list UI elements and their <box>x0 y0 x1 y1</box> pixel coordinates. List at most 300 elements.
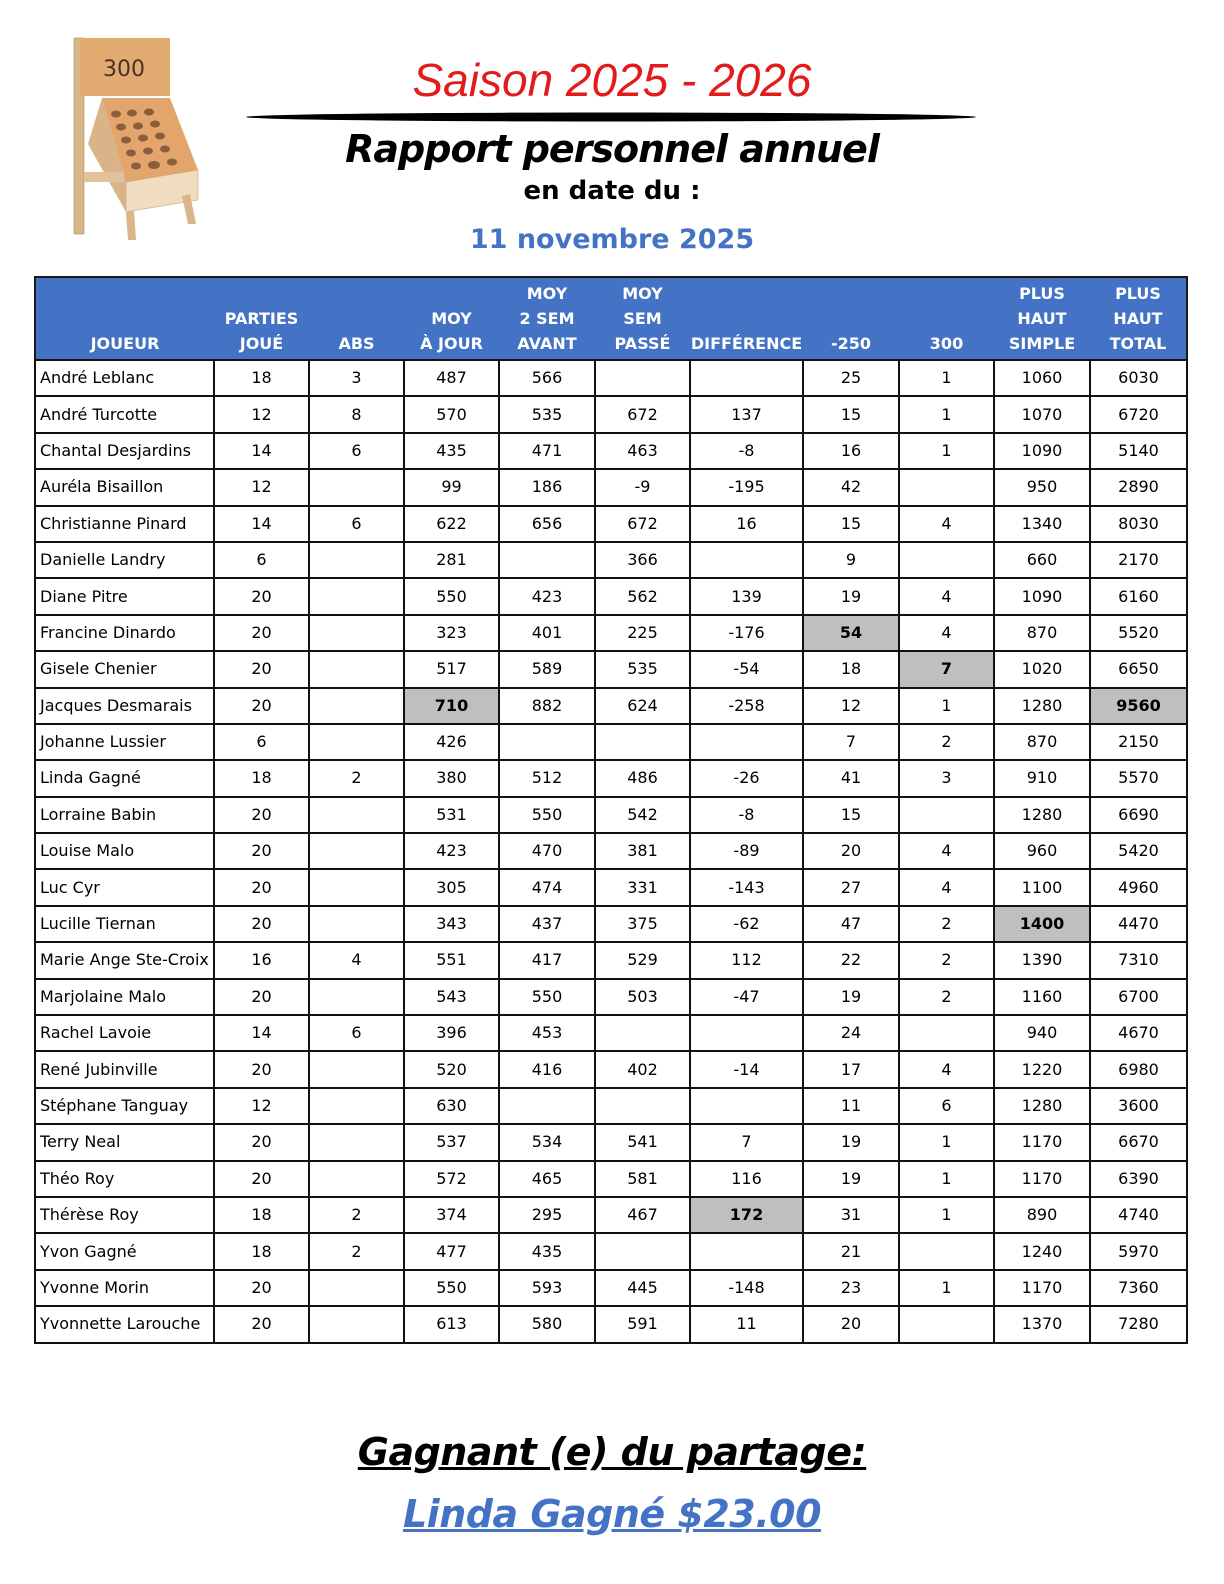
column-header-m250 <box>803 277 899 360</box>
cell-parties: 20 <box>214 906 309 942</box>
winner-title: Gagnant (e) du partage: <box>357 1430 867 1474</box>
cell-haut_total: 5520 <box>1090 615 1187 651</box>
cell-s300: 2 <box>899 906 994 942</box>
cell-moy_2sem: 882 <box>499 688 595 724</box>
cell-s300 <box>899 469 994 505</box>
cell-s300: 6 <box>899 1088 994 1124</box>
cell-haut_total: 4960 <box>1090 869 1187 905</box>
cell-haut_total: 5420 <box>1090 833 1187 869</box>
column-header-line: DIFFÉRENCE <box>690 334 803 353</box>
cell-moy_jour: 477 <box>404 1233 499 1269</box>
cell-parties: 20 <box>214 1306 309 1342</box>
cell-abs <box>309 578 404 614</box>
column-header-line: JOUÉ <box>239 334 284 353</box>
cell-haut_simple: 1060 <box>994 360 1090 396</box>
cell-diff: -8 <box>690 433 803 469</box>
cell-s300: 3 <box>899 760 994 796</box>
winner-value: Linda Gagné $23.00 <box>402 1492 822 1536</box>
cell-diff: -14 <box>690 1051 803 1087</box>
cell-diff: -148 <box>690 1270 803 1306</box>
cell-moy_2sem: 656 <box>499 506 595 542</box>
cell-moy_sem: 562 <box>595 578 690 614</box>
table-row <box>35 360 1187 396</box>
cell-moy_2sem: 417 <box>499 942 595 978</box>
cell-haut_total: 5970 <box>1090 1233 1187 1269</box>
cell-diff: 172 <box>690 1197 803 1233</box>
cell-haut_total: 6390 <box>1090 1161 1187 1197</box>
cell-haut_simple: 890 <box>994 1197 1090 1233</box>
player-name-cell: Terry Neal <box>35 1124 214 1160</box>
cell-haut_total: 2890 <box>1090 469 1187 505</box>
cell-haut_total: 7310 <box>1090 942 1187 978</box>
cell-moy_sem <box>595 360 690 396</box>
cell-m250: 25 <box>803 360 899 396</box>
cell-haut_simple: 660 <box>994 542 1090 578</box>
cell-m250: 23 <box>803 1270 899 1306</box>
cell-moy_sem <box>595 1088 690 1124</box>
cell-moy_sem <box>595 1015 690 1051</box>
cell-abs <box>309 833 404 869</box>
cell-diff: 7 <box>690 1124 803 1160</box>
cell-diff: -54 <box>690 651 803 687</box>
cell-moy_sem: 503 <box>595 979 690 1015</box>
cell-s300 <box>899 797 994 833</box>
cell-abs <box>309 688 404 724</box>
column-header-line: ABS <box>338 334 375 353</box>
column-header-parties <box>214 277 309 360</box>
cell-parties: 20 <box>214 1270 309 1306</box>
cell-moy_jour: 487 <box>404 360 499 396</box>
cell-diff: -47 <box>690 979 803 1015</box>
cell-m250: 54 <box>803 615 899 651</box>
cell-moy_sem: 467 <box>595 1197 690 1233</box>
cell-diff <box>690 724 803 760</box>
table-row <box>35 615 1187 651</box>
cell-s300: 1 <box>899 1161 994 1197</box>
cell-moy_jour: 550 <box>404 578 499 614</box>
cell-moy_2sem: 580 <box>499 1306 595 1342</box>
cell-moy_jour: 537 <box>404 1124 499 1160</box>
cell-s300: 4 <box>899 506 994 542</box>
player-name-cell: Auréla Bisaillon <box>35 469 214 505</box>
cell-s300: 1 <box>899 396 994 432</box>
cell-haut_simple: 1170 <box>994 1161 1090 1197</box>
cell-haut_simple: 950 <box>994 469 1090 505</box>
cell-parties: 18 <box>214 760 309 796</box>
cell-haut_total: 6670 <box>1090 1124 1187 1160</box>
cell-moy_2sem: 566 <box>499 360 595 396</box>
cell-moy_sem: 591 <box>595 1306 690 1342</box>
cell-haut_total: 6650 <box>1090 651 1187 687</box>
cell-moy_sem: 581 <box>595 1161 690 1197</box>
cell-moy_jour: 622 <box>404 506 499 542</box>
cell-haut_simple: 940 <box>994 1015 1090 1051</box>
cell-abs: 4 <box>309 942 404 978</box>
cell-abs <box>309 797 404 833</box>
cell-moy_jour: 343 <box>404 906 499 942</box>
cell-moy_2sem: 512 <box>499 760 595 796</box>
cell-parties: 14 <box>214 506 309 542</box>
table-row <box>35 1233 1187 1269</box>
cell-moy_sem: 486 <box>595 760 690 796</box>
table-row <box>35 433 1187 469</box>
cell-diff: -62 <box>690 906 803 942</box>
column-header-moy_jour <box>404 277 499 360</box>
cell-moy_2sem: 453 <box>499 1015 595 1051</box>
cell-moy_2sem: 437 <box>499 906 595 942</box>
cell-haut_total: 6160 <box>1090 578 1187 614</box>
cell-moy_sem: 445 <box>595 1270 690 1306</box>
column-header-line: TOTAL <box>1109 334 1167 353</box>
table-row <box>35 651 1187 687</box>
cell-s300: 4 <box>899 578 994 614</box>
cell-m250: 41 <box>803 760 899 796</box>
cell-abs <box>309 1270 404 1306</box>
player-name-cell: Jacques Desmarais <box>35 688 214 724</box>
cell-moy_sem: 541 <box>595 1124 690 1160</box>
cell-diff: 116 <box>690 1161 803 1197</box>
cell-haut_simple: 1070 <box>994 396 1090 432</box>
cell-moy_jour: 99 <box>404 469 499 505</box>
cell-moy_sem: 402 <box>595 1051 690 1087</box>
cell-s300 <box>899 1233 994 1269</box>
cell-moy_jour: 426 <box>404 724 499 760</box>
cell-m250: 17 <box>803 1051 899 1087</box>
cell-moy_2sem: 423 <box>499 578 595 614</box>
cell-haut_total: 6980 <box>1090 1051 1187 1087</box>
cell-moy_sem: 463 <box>595 433 690 469</box>
table-row <box>35 942 1187 978</box>
cell-moy_sem: 535 <box>595 651 690 687</box>
table-row <box>35 1015 1187 1051</box>
cell-abs: 2 <box>309 1197 404 1233</box>
cell-moy_sem: 542 <box>595 797 690 833</box>
cell-parties: 20 <box>214 833 309 869</box>
column-header-line: HAUT <box>1113 309 1163 328</box>
player-name-cell: André Turcotte <box>35 396 214 432</box>
cell-diff: -8 <box>690 797 803 833</box>
cell-diff <box>690 542 803 578</box>
column-header-line: AVANT <box>517 334 577 353</box>
player-name-cell: Francine Dinardo <box>35 615 214 651</box>
cell-abs <box>309 724 404 760</box>
cell-parties: 18 <box>214 360 309 396</box>
cell-diff <box>690 360 803 396</box>
cell-s300: 1 <box>899 1197 994 1233</box>
cell-haut_total: 6720 <box>1090 396 1187 432</box>
cell-m250: 20 <box>803 1306 899 1342</box>
cell-abs: 8 <box>309 396 404 432</box>
cell-s300: 7 <box>899 651 994 687</box>
column-header-moy_sem <box>595 277 690 360</box>
column-header-joueur <box>35 277 214 360</box>
table-row <box>35 506 1187 542</box>
player-name-cell: René Jubinville <box>35 1051 214 1087</box>
cell-moy_jour: 517 <box>404 651 499 687</box>
cell-m250: 19 <box>803 1124 899 1160</box>
cell-m250: 31 <box>803 1197 899 1233</box>
player-name-cell: Yvonnette Larouche <box>35 1306 214 1342</box>
cell-moy_2sem: 589 <box>499 651 595 687</box>
cell-s300: 1 <box>899 1270 994 1306</box>
cell-diff <box>690 1088 803 1124</box>
cell-parties: 6 <box>214 542 309 578</box>
cell-s300: 4 <box>899 615 994 651</box>
table-row <box>35 1088 1187 1124</box>
cell-moy_jour: 435 <box>404 433 499 469</box>
cell-haut_simple: 1100 <box>994 869 1090 905</box>
cell-s300: 1 <box>899 433 994 469</box>
cell-moy_sem <box>595 724 690 760</box>
player-name-cell: Louise Malo <box>35 833 214 869</box>
table-row <box>35 1197 1187 1233</box>
cell-abs: 3 <box>309 360 404 396</box>
cell-s300 <box>899 542 994 578</box>
table-row <box>35 906 1187 942</box>
cell-haut_simple: 1090 <box>994 578 1090 614</box>
cell-haut_simple: 1280 <box>994 688 1090 724</box>
player-name-cell: Diane Pitre <box>35 578 214 614</box>
cell-moy_2sem <box>499 542 595 578</box>
cell-moy_jour: 374 <box>404 1197 499 1233</box>
cell-parties: 20 <box>214 869 309 905</box>
cell-moy_2sem: 593 <box>499 1270 595 1306</box>
player-name-cell: Gisele Chenier <box>35 651 214 687</box>
cell-m250: 19 <box>803 979 899 1015</box>
cell-moy_sem: 366 <box>595 542 690 578</box>
cell-diff: -258 <box>690 688 803 724</box>
table-row <box>35 1124 1187 1160</box>
table-body <box>35 360 1187 1343</box>
table-row <box>35 396 1187 432</box>
cell-moy_sem: 672 <box>595 396 690 432</box>
table-row <box>35 578 1187 614</box>
cell-parties: 16 <box>214 942 309 978</box>
cell-moy_jour: 570 <box>404 396 499 432</box>
cell-moy_jour: 710 <box>404 688 499 724</box>
cell-haut_simple: 1340 <box>994 506 1090 542</box>
cell-moy_2sem: 471 <box>499 433 595 469</box>
cell-s300: 1 <box>899 1124 994 1160</box>
cell-parties: 20 <box>214 615 309 651</box>
cell-m250: 12 <box>803 688 899 724</box>
player-name-cell: Yvonne Morin <box>35 1270 214 1306</box>
cell-moy_2sem: 416 <box>499 1051 595 1087</box>
cell-abs <box>309 1124 404 1160</box>
table-row <box>35 760 1187 796</box>
cell-moy_2sem <box>499 724 595 760</box>
column-header-line: PLUS <box>1115 284 1161 303</box>
cell-m250: 15 <box>803 797 899 833</box>
cell-parties: 20 <box>214 797 309 833</box>
cell-haut_simple: 1400 <box>994 906 1090 942</box>
cell-abs <box>309 469 404 505</box>
table-row <box>35 979 1187 1015</box>
cell-haut_total: 5140 <box>1090 433 1187 469</box>
cell-moy_2sem: 470 <box>499 833 595 869</box>
cell-moy_sem: 529 <box>595 942 690 978</box>
cell-moy_2sem: 465 <box>499 1161 595 1197</box>
player-name-cell: Chantal Desjardins <box>35 433 214 469</box>
cell-moy_sem: 624 <box>595 688 690 724</box>
cell-s300 <box>899 1015 994 1051</box>
cell-moy_2sem: 550 <box>499 979 595 1015</box>
cell-moy_jour: 423 <box>404 833 499 869</box>
title-divider <box>246 110 976 122</box>
cell-haut_total: 4670 <box>1090 1015 1187 1051</box>
cell-moy_jour: 380 <box>404 760 499 796</box>
cell-abs <box>309 906 404 942</box>
player-name-cell: Luc Cyr <box>35 869 214 905</box>
cell-s300 <box>899 1306 994 1342</box>
cell-moy_sem: 331 <box>595 869 690 905</box>
cell-haut_total: 4740 <box>1090 1197 1187 1233</box>
column-header-line: MOY <box>526 284 568 303</box>
cell-m250: 22 <box>803 942 899 978</box>
player-name-cell: Stéphane Tanguay <box>35 1088 214 1124</box>
cell-parties: 20 <box>214 651 309 687</box>
table-row <box>35 797 1187 833</box>
cell-moy_2sem: 550 <box>499 797 595 833</box>
cell-s300: 4 <box>899 1051 994 1087</box>
cell-haut_total: 2170 <box>1090 542 1187 578</box>
cell-parties: 6 <box>214 724 309 760</box>
table-row <box>35 724 1187 760</box>
cell-m250: 7 <box>803 724 899 760</box>
cell-moy_jour: 281 <box>404 542 499 578</box>
logo-text: 300 <box>103 57 145 82</box>
cell-moy_jour: 323 <box>404 615 499 651</box>
cell-haut_simple: 960 <box>994 833 1090 869</box>
cell-abs <box>309 979 404 1015</box>
column-header-line: SIMPLE <box>1008 334 1076 353</box>
cell-diff: -143 <box>690 869 803 905</box>
cell-moy_2sem: 534 <box>499 1124 595 1160</box>
cell-m250: 18 <box>803 651 899 687</box>
table-row <box>35 1270 1187 1306</box>
cell-moy_jour: 305 <box>404 869 499 905</box>
cell-m250: 24 <box>803 1015 899 1051</box>
player-stats-table <box>34 276 1188 1344</box>
cell-moy_sem: 375 <box>595 906 690 942</box>
cell-haut_simple: 1280 <box>994 797 1090 833</box>
cell-s300: 2 <box>899 942 994 978</box>
cell-abs <box>309 1051 404 1087</box>
cell-diff <box>690 1233 803 1269</box>
cell-haut_total: 3600 <box>1090 1088 1187 1124</box>
cell-moy_sem <box>595 1233 690 1269</box>
cell-moy_2sem: 295 <box>499 1197 595 1233</box>
cell-parties: 12 <box>214 1088 309 1124</box>
player-name-cell: Rachel Lavoie <box>35 1015 214 1051</box>
cell-parties: 12 <box>214 396 309 432</box>
cell-haut_simple: 1370 <box>994 1306 1090 1342</box>
column-header-line: JOUEUR <box>90 334 160 353</box>
cell-haut_total: 6030 <box>1090 360 1187 396</box>
cell-parties: 18 <box>214 1197 309 1233</box>
cell-haut_total: 4470 <box>1090 906 1187 942</box>
cell-haut_simple: 1170 <box>994 1124 1090 1160</box>
cell-m250: 20 <box>803 833 899 869</box>
cell-moy_jour: 613 <box>404 1306 499 1342</box>
cell-moy_2sem: 186 <box>499 469 595 505</box>
cell-abs: 6 <box>309 433 404 469</box>
cell-diff: -26 <box>690 760 803 796</box>
column-header-diff <box>690 277 803 360</box>
cell-m250: 11 <box>803 1088 899 1124</box>
cell-diff <box>690 1015 803 1051</box>
cell-s300: 2 <box>899 724 994 760</box>
cell-moy_jour: 550 <box>404 1270 499 1306</box>
cell-diff: -195 <box>690 469 803 505</box>
column-header-line: -250 <box>830 334 872 353</box>
column-header-haut_total <box>1090 277 1187 360</box>
table-row <box>35 688 1187 724</box>
cell-parties: 14 <box>214 433 309 469</box>
cell-diff: -176 <box>690 615 803 651</box>
cell-haut_simple: 1240 <box>994 1233 1090 1269</box>
cell-moy_jour: 396 <box>404 1015 499 1051</box>
cell-m250: 15 <box>803 396 899 432</box>
cell-m250: 21 <box>803 1233 899 1269</box>
cell-haut_simple: 1220 <box>994 1051 1090 1087</box>
cell-m250: 15 <box>803 506 899 542</box>
cell-m250: 42 <box>803 469 899 505</box>
column-header-line: MOY <box>622 284 663 303</box>
cell-abs <box>309 1088 404 1124</box>
cell-haut_simple: 1020 <box>994 651 1090 687</box>
column-header-line: MOY <box>431 309 472 328</box>
cell-haut_total: 2150 <box>1090 724 1187 760</box>
cell-moy_sem: 672 <box>595 506 690 542</box>
cell-haut_total: 5570 <box>1090 760 1187 796</box>
cell-haut_total: 7360 <box>1090 1270 1187 1306</box>
cell-haut_simple: 1390 <box>994 942 1090 978</box>
cell-haut_simple: 1170 <box>994 1270 1090 1306</box>
cell-m250: 9 <box>803 542 899 578</box>
cell-haut_total: 6700 <box>1090 979 1187 1015</box>
cell-s300: 1 <box>899 688 994 724</box>
cell-moy_sem: -9 <box>595 469 690 505</box>
cell-moy_2sem <box>499 1088 595 1124</box>
table-row <box>35 542 1187 578</box>
column-header-line: 2 SEM <box>519 309 575 328</box>
cell-diff: 16 <box>690 506 803 542</box>
player-name-cell: Lucille Tiernan <box>35 906 214 942</box>
cell-diff: 11 <box>690 1306 803 1342</box>
player-name-cell: Thérèse Roy <box>35 1197 214 1233</box>
cell-moy_jour: 572 <box>404 1161 499 1197</box>
cell-moy_jour: 543 <box>404 979 499 1015</box>
table-row <box>35 469 1187 505</box>
cell-moy_jour: 551 <box>404 942 499 978</box>
cell-abs: 2 <box>309 760 404 796</box>
cell-haut_simple: 1160 <box>994 979 1090 1015</box>
column-header-line: PASSÉ <box>614 334 671 353</box>
table-row <box>35 1051 1187 1087</box>
cell-abs <box>309 1161 404 1197</box>
cell-haut_simple: 870 <box>994 724 1090 760</box>
cell-haut_total: 6690 <box>1090 797 1187 833</box>
table-row <box>35 833 1187 869</box>
season-title: Saison 2025 - 2026 <box>412 54 812 106</box>
player-name-cell: Christianne Pinard <box>35 506 214 542</box>
column-header-line: 300 <box>929 334 964 353</box>
cell-abs <box>309 651 404 687</box>
cell-moy_jour: 520 <box>404 1051 499 1087</box>
cell-diff: 112 <box>690 942 803 978</box>
cell-diff: 137 <box>690 396 803 432</box>
